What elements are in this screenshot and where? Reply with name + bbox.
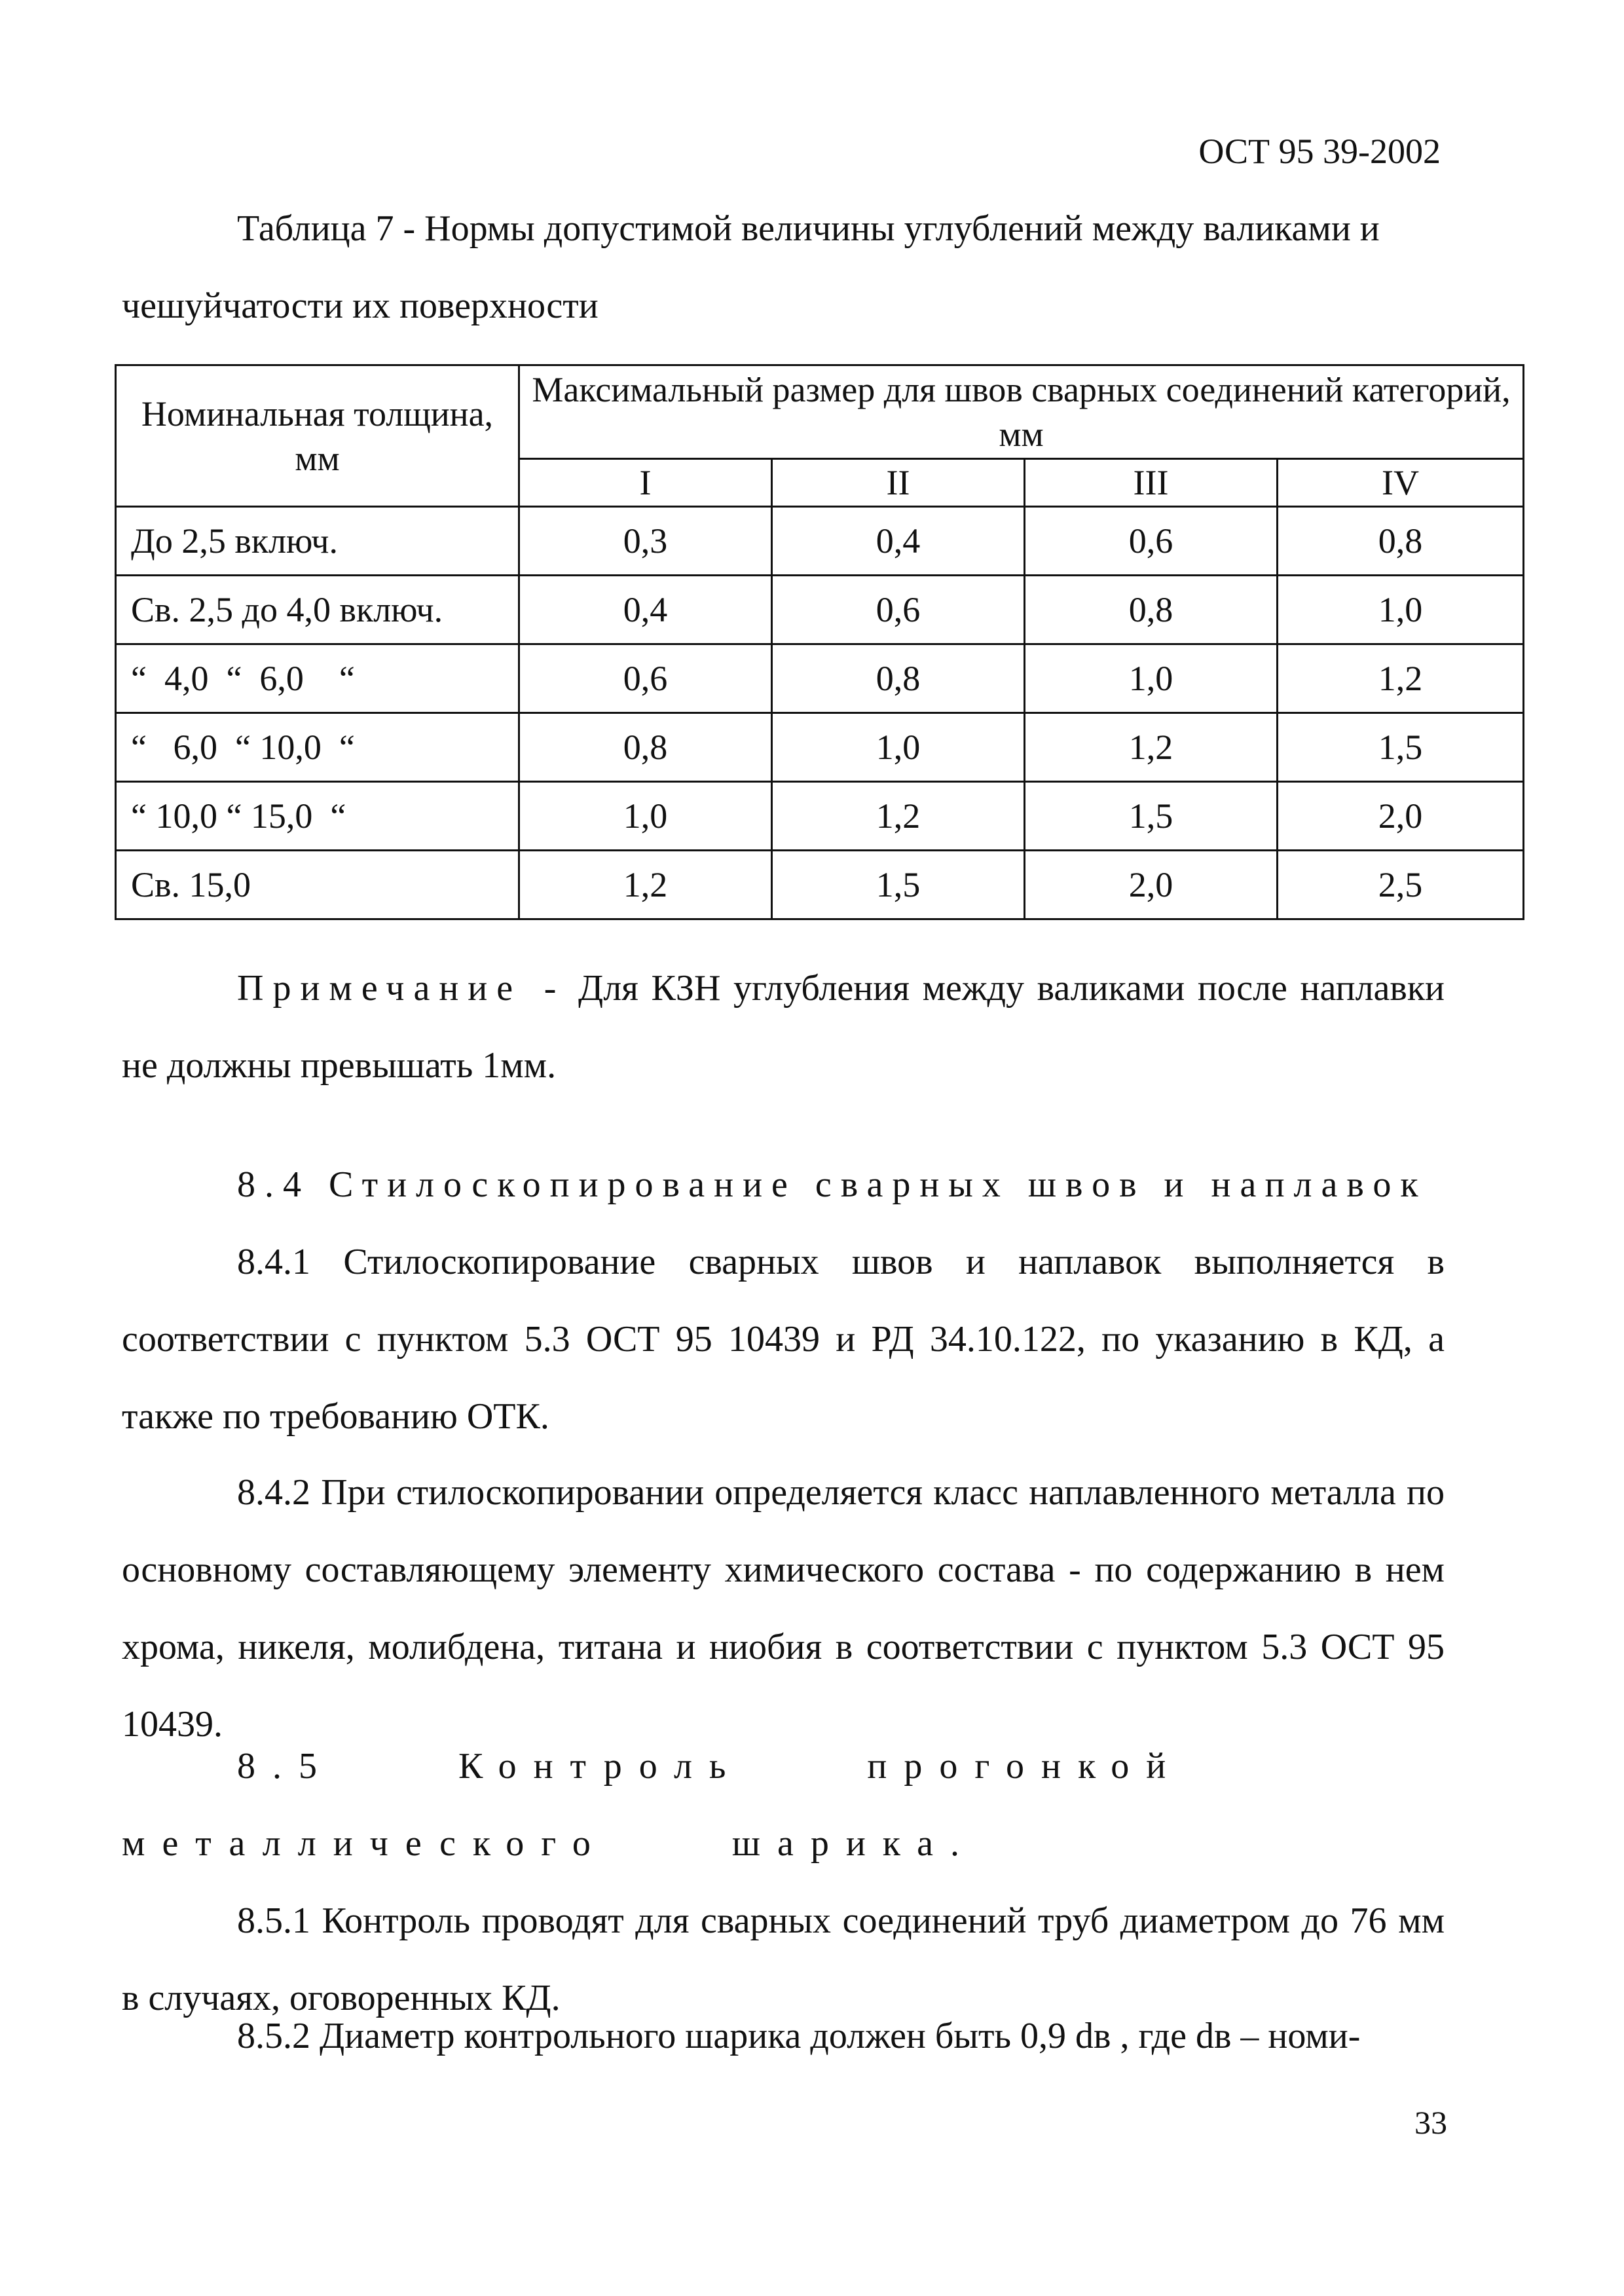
thickness-cell: “ 6,0 “ 10,0 “ — [116, 713, 519, 782]
max-size-header: Максимальный размер для швов сварных соединений категорий, мм — [519, 365, 1524, 459]
value-cell: 1,2 — [1025, 713, 1278, 782]
page-number: 33 — [1414, 2104, 1447, 2141]
value-cell: 1,2 — [1278, 644, 1524, 713]
table-row — [116, 507, 1524, 576]
thickness-cell: Св. 2,5 до 4,0 включ. — [116, 576, 519, 644]
value-cell: 1,0 — [519, 782, 772, 851]
category-header: IV — [1278, 459, 1524, 507]
table-row — [116, 644, 1524, 713]
thickness-cell: “ 10,0 “ 15,0 “ — [116, 782, 519, 851]
thickness-cell: “ 4,0 “ 6,0 “ — [116, 644, 519, 713]
value-cell: 0,8 — [1278, 507, 1524, 576]
value-cell: 0,8 — [1025, 576, 1278, 644]
value-cell: 0,8 — [772, 644, 1025, 713]
paragraph-8-5-2: 8.5.2 Диаметр контрольного шарика должен быть 0,9 dв , где dв – номи- — [237, 2016, 1361, 2056]
nominal-thickness-header: Номинальная толщина, мм — [116, 365, 519, 507]
table-header-row — [116, 365, 1524, 459]
value-cell: 0,6 — [1025, 507, 1278, 576]
value-cell: 0,6 — [519, 644, 772, 713]
section-heading-8-4: 8.4 Стилоскопирование сварных швов и наплавок — [237, 1164, 1428, 1205]
note-text: Для КЗН углубления между валиками после наплавки не должны превышать 1мм. — [122, 968, 1445, 1086]
paragraph-8-4-2: 8.4.2 При стилоскопировании определяется класс наплавленного металла по основному составляющему элементу химического состава - по содержанию в нем хрома, никеля, молибдена, титана и ниобия в соответствии с пунктом 5.3 ОСТ 95 10439. — [122, 1472, 1445, 1745]
value-cell: 0,8 — [519, 713, 772, 782]
paragraph-8-4-1: 8.4.1 Стилоскопирование сварных швов и наплавок выполняется в соответствии с пунктом 5.3 ОСТ 95 10439 и РД 34.10.122, по указанию в КД, а также по требованию ОТК. — [122, 1242, 1445, 1437]
table-row — [116, 576, 1524, 644]
value-cell: 1,2 — [772, 782, 1025, 851]
value-cell: 0,4 — [519, 576, 772, 644]
value-cell: 0,3 — [519, 507, 772, 576]
table-row — [116, 782, 1524, 851]
value-cell: 1,5 — [1025, 782, 1278, 851]
value-cell: 1,0 — [1025, 644, 1278, 713]
value-cell: 2,0 — [1025, 851, 1278, 919]
value-cell: 1,5 — [772, 851, 1025, 919]
norms-table — [115, 364, 1524, 920]
section-heading-8-5: 8.5 Контроль прогонкой металлического шарика. — [122, 1746, 1183, 1864]
table-row — [116, 713, 1524, 782]
note-label: Примечание - — [237, 968, 566, 1009]
category-header: II — [772, 459, 1025, 507]
value-cell: 1,0 — [1278, 576, 1524, 644]
category-header: III — [1025, 459, 1278, 507]
category-header: I — [519, 459, 772, 507]
value-cell: 1,2 — [519, 851, 772, 919]
document-code: ОСТ 95 39-2002 — [1198, 132, 1441, 171]
value-cell: 0,4 — [772, 507, 1025, 576]
table-row — [116, 851, 1524, 919]
value-cell: 1,5 — [1278, 713, 1524, 782]
value-cell: 0,6 — [772, 576, 1025, 644]
thickness-cell: Св. 15,0 — [116, 851, 519, 919]
table-caption: Таблица 7 - Нормы допустимой величины углублений между валиками и чешуйчатости их поверхности — [122, 208, 1380, 326]
value-cell: 2,0 — [1278, 782, 1524, 851]
paragraph-8-5-1: 8.5.1 Контроль проводят для сварных соединений труб диаметром до 76 мм в случаях, оговоренных КД. — [122, 1900, 1445, 2018]
table-note — [122, 950, 1445, 1104]
value-cell: 2,5 — [1278, 851, 1524, 919]
thickness-cell: До 2,5 включ. — [116, 507, 519, 576]
value-cell: 1,0 — [772, 713, 1025, 782]
